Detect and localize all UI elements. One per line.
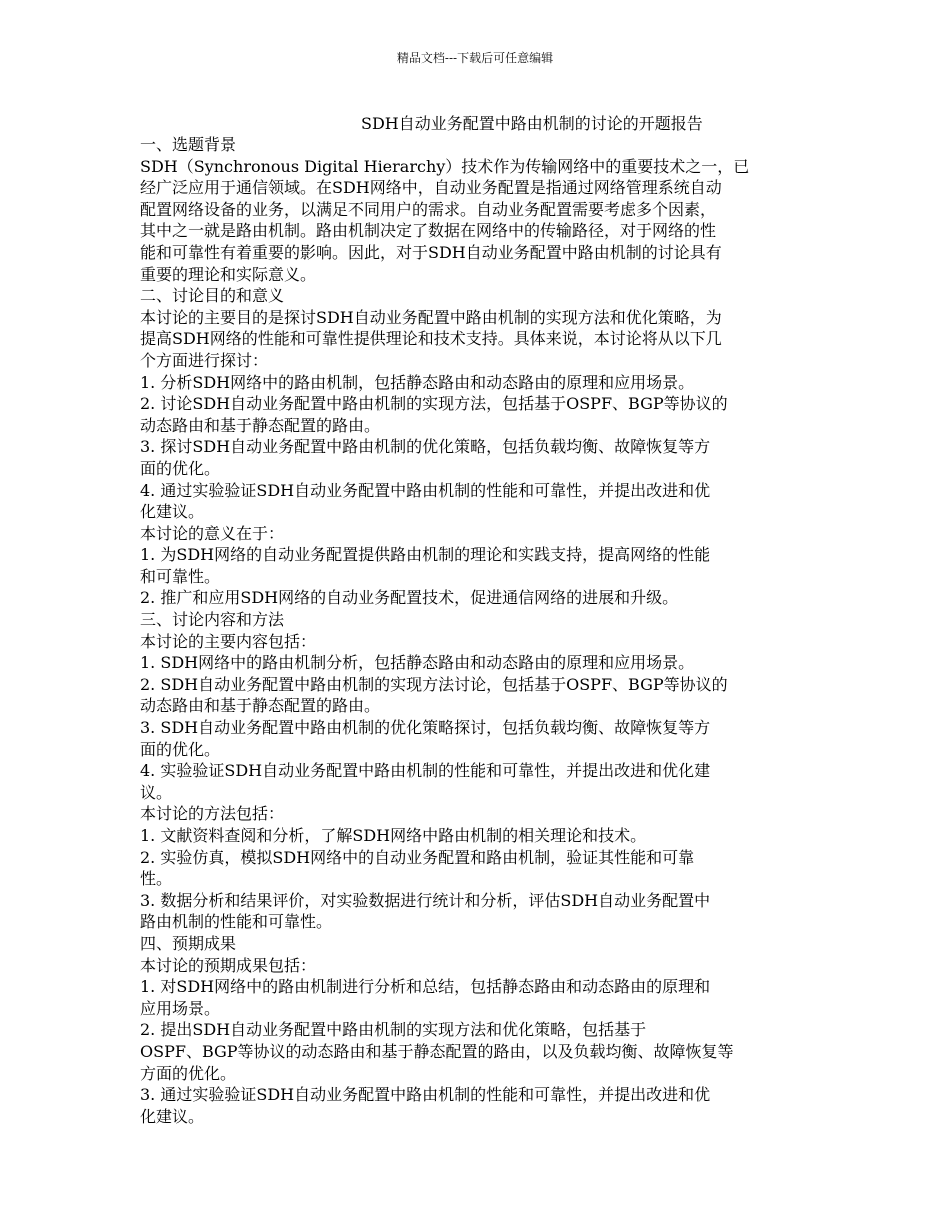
text-line: 1. SDH网络中的路由机制分析，包括静态路由和动态路由的原理和应用场景。 <box>140 653 695 673</box>
text-line: 面的优化。 <box>140 739 221 759</box>
text-line: 本讨论的主要内容包括： <box>140 631 317 651</box>
text-line: 4. 实验验证SDH自动业务配置中路由机制的性能和可靠性，并提出改进和优化建 <box>140 761 711 781</box>
text-line: 方面的优化。 <box>140 1063 237 1083</box>
text-line: OSPF、BGP等协议的动态路由和基于静态配置的路由，以及负载均衡、故障恢复等 <box>140 1041 734 1061</box>
text-line: 配置网络设备的业务，以满足不同用户的需求。自动业务配置需要考虑多个因素， <box>140 199 717 219</box>
text-line: 1. 分析SDH网络中的路由机制，包括静态路由和动态路由的原理和应用场景。 <box>140 372 695 392</box>
text-line: 三、讨论内容和方法 <box>140 610 285 630</box>
text-line: 2. 讨论SDH自动业务配置中路由机制的实现方法，包括基于OSPF、BGP等协议的 <box>140 394 728 414</box>
text-line: 动态路由和基于静态配置的路由。 <box>140 696 381 716</box>
text-line: 个方面进行探讨： <box>140 350 269 370</box>
text-line: 2. 推广和应用SDH网络的自动业务配置技术，促进通信网络的进展和升级。 <box>140 588 679 608</box>
text-line: 2. 实验仿真，模拟SDH网络中的自动业务配置和路由机制，验证其性能和可靠 <box>140 847 695 867</box>
text-line: 3. SDH自动业务配置中路由机制的优化策略探讨，包括负载均衡、故障恢复等方 <box>140 718 711 738</box>
text-line: 1. 为SDH网络的自动业务配置提供路由机制的理论和实践支持，提高网络的性能 <box>140 545 711 565</box>
text-line: 提高SDH网络的性能和可靠性提供理论和技术支持。具体来说，本讨论将从以下几 <box>140 329 722 349</box>
text-line: 3. 通过实验验证SDH自动业务配置中路由机制的性能和可靠性，并提出改进和优 <box>140 1085 711 1105</box>
text-line: 性。 <box>140 869 173 889</box>
text-line: 应用场景。 <box>140 998 221 1018</box>
text-line: SDH（Synchronous Digital Hierarchy）技术作为传输网络中的重要技术之一，已 <box>140 156 750 176</box>
text-line: 2. SDH自动业务配置中路由机制的实现方法讨论，包括基于OSPF、BGP等协议的 <box>140 674 728 694</box>
document-body <box>140 134 812 1127</box>
text-line: 本讨论的意义在于： <box>140 523 285 543</box>
document-title: SDH自动业务配置中路由机制的讨论的开题报告 <box>361 114 703 133</box>
text-line: 化建议。 <box>140 502 205 522</box>
text-line: 重要的理论和实际意义。 <box>140 264 317 284</box>
text-line: 四、预期成果 <box>140 933 237 953</box>
text-line: 路由机制的性能和可靠性。 <box>140 912 333 932</box>
text-line: 一、选题背景 <box>140 135 237 154</box>
text-line: 2. 提出SDH自动业务配置中路由机制的实现方法和优化策略，包括基于 <box>140 1020 647 1040</box>
text-line: 议。 <box>140 782 173 802</box>
text-line: 本讨论的预期成果包括： <box>140 955 317 975</box>
text-line: 3. 数据分析和结果评价，对实验数据进行统计和分析，评估SDH自动业务配置中 <box>140 890 711 910</box>
text-line: 本讨论的主要目的是探讨SDH自动业务配置中路由机制的实现方法和优化策略，为 <box>140 307 722 327</box>
text-line: 其中之一就是路由机制。路由机制决定了数据在网络中的传输路径，对于网络的性 <box>140 221 717 241</box>
text-line: 3. 探讨SDH自动业务配置中路由机制的优化策略，包括负载均衡、故障恢复等方 <box>140 437 711 457</box>
text-line: 和可靠性。 <box>140 566 221 586</box>
text-line: 能和可靠性有着重要的影响。因此，对于SDH自动业务配置中路由机制的讨论具有 <box>140 242 722 262</box>
text-line: 经广泛应用于通信领域。在SDH网络中，自动业务配置是指通过网络管理系统自动 <box>140 178 722 198</box>
text-line: 4. 通过实验验证SDH自动业务配置中路由机制的性能和可靠性，并提出改进和优 <box>140 480 711 500</box>
text-line: 化建议。 <box>140 1106 205 1126</box>
text-line: 本讨论的方法包括： <box>140 804 285 824</box>
text-line: 1. 对SDH网络中的路由机制进行分析和总结，包括静态路由和动态路由的原理和 <box>140 977 711 997</box>
text-line: 动态路由和基于静态配置的路由。 <box>140 415 381 435</box>
text-line: 1. 文献资料查阅和分析，了解SDH网络中路由机制的相关理论和技术。 <box>140 826 647 845</box>
text-line: 面的优化。 <box>140 458 221 478</box>
text-line: 二、讨论目的和意义 <box>140 286 285 306</box>
page-header: 精品文档---下载后可任意编辑 <box>396 51 554 65</box>
